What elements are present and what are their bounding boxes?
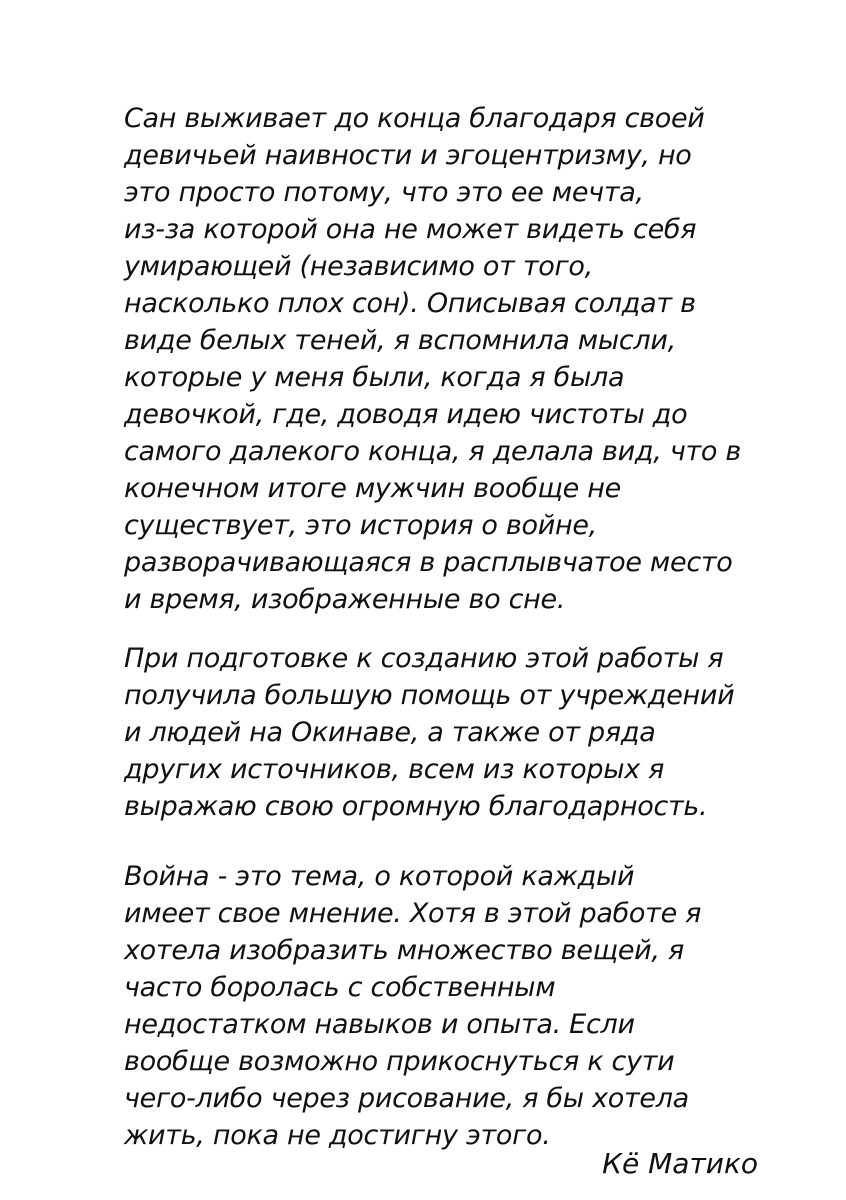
paragraph-2 bbox=[124, 640, 804, 825]
text-line: это просто потому, что это ее мечта, bbox=[124, 177, 644, 208]
text-line: существует, это история о войне, bbox=[124, 510, 597, 541]
text-line: самого далекого конца, я делала вид, что в bbox=[124, 436, 742, 467]
paragraph-3 bbox=[124, 858, 804, 1154]
text-line: и людей на Окинаве, а также от ряда bbox=[124, 717, 656, 748]
text-line: Война - это тема, о которой каждый bbox=[124, 861, 635, 892]
text-line: получила большую помощь от учреждений bbox=[124, 680, 735, 711]
text-line: жить, пока не достигну этого. bbox=[124, 1120, 551, 1151]
text-line: хотела изобразить множество вещей, я bbox=[124, 935, 684, 966]
text-line: часто боролась с собственным bbox=[124, 972, 556, 1003]
text-line: При подготовке к созданию этой работы я bbox=[124, 643, 724, 674]
text-line: девичьей наивности и эгоцентризму, но bbox=[124, 140, 692, 171]
text-line: Сан выживает до конца благодаря своей bbox=[124, 103, 705, 134]
text-line: умирающей (независимо от того, bbox=[124, 251, 593, 282]
text-line: вообще возможно прикоснуться к сути bbox=[124, 1046, 675, 1077]
text-line: имеет свое мнение. Хотя в этой работе я bbox=[124, 898, 702, 929]
text-line: насколько плох сон). Описывая солдат в bbox=[124, 288, 696, 319]
text-line: которые у меня были, когда я была bbox=[124, 362, 625, 393]
text-line: выражаю свою огромную благодарность. bbox=[124, 791, 708, 822]
text-line: и время, изображенные во сне. bbox=[124, 584, 566, 615]
text-line: других источников, всем из которых я bbox=[124, 754, 665, 785]
text-line: чего-либо через рисование, я бы хотела bbox=[124, 1083, 689, 1114]
text-line: из-за которой она не может видеть себя bbox=[124, 214, 697, 245]
text-line: девочкой, где, доводя идею чистоты до bbox=[124, 399, 688, 430]
text-line: виде белых теней, я вспомнила мысли, bbox=[124, 325, 676, 356]
paragraph-1 bbox=[124, 100, 804, 618]
text-line: разворачивающаяся в расплывчатое место bbox=[124, 547, 733, 578]
text-line: конечном итоге мужчин вообще не bbox=[124, 473, 621, 504]
author-signature: Кё Матико bbox=[602, 1147, 758, 1180]
text-line: недостатком навыков и опыта. Если bbox=[124, 1009, 635, 1040]
